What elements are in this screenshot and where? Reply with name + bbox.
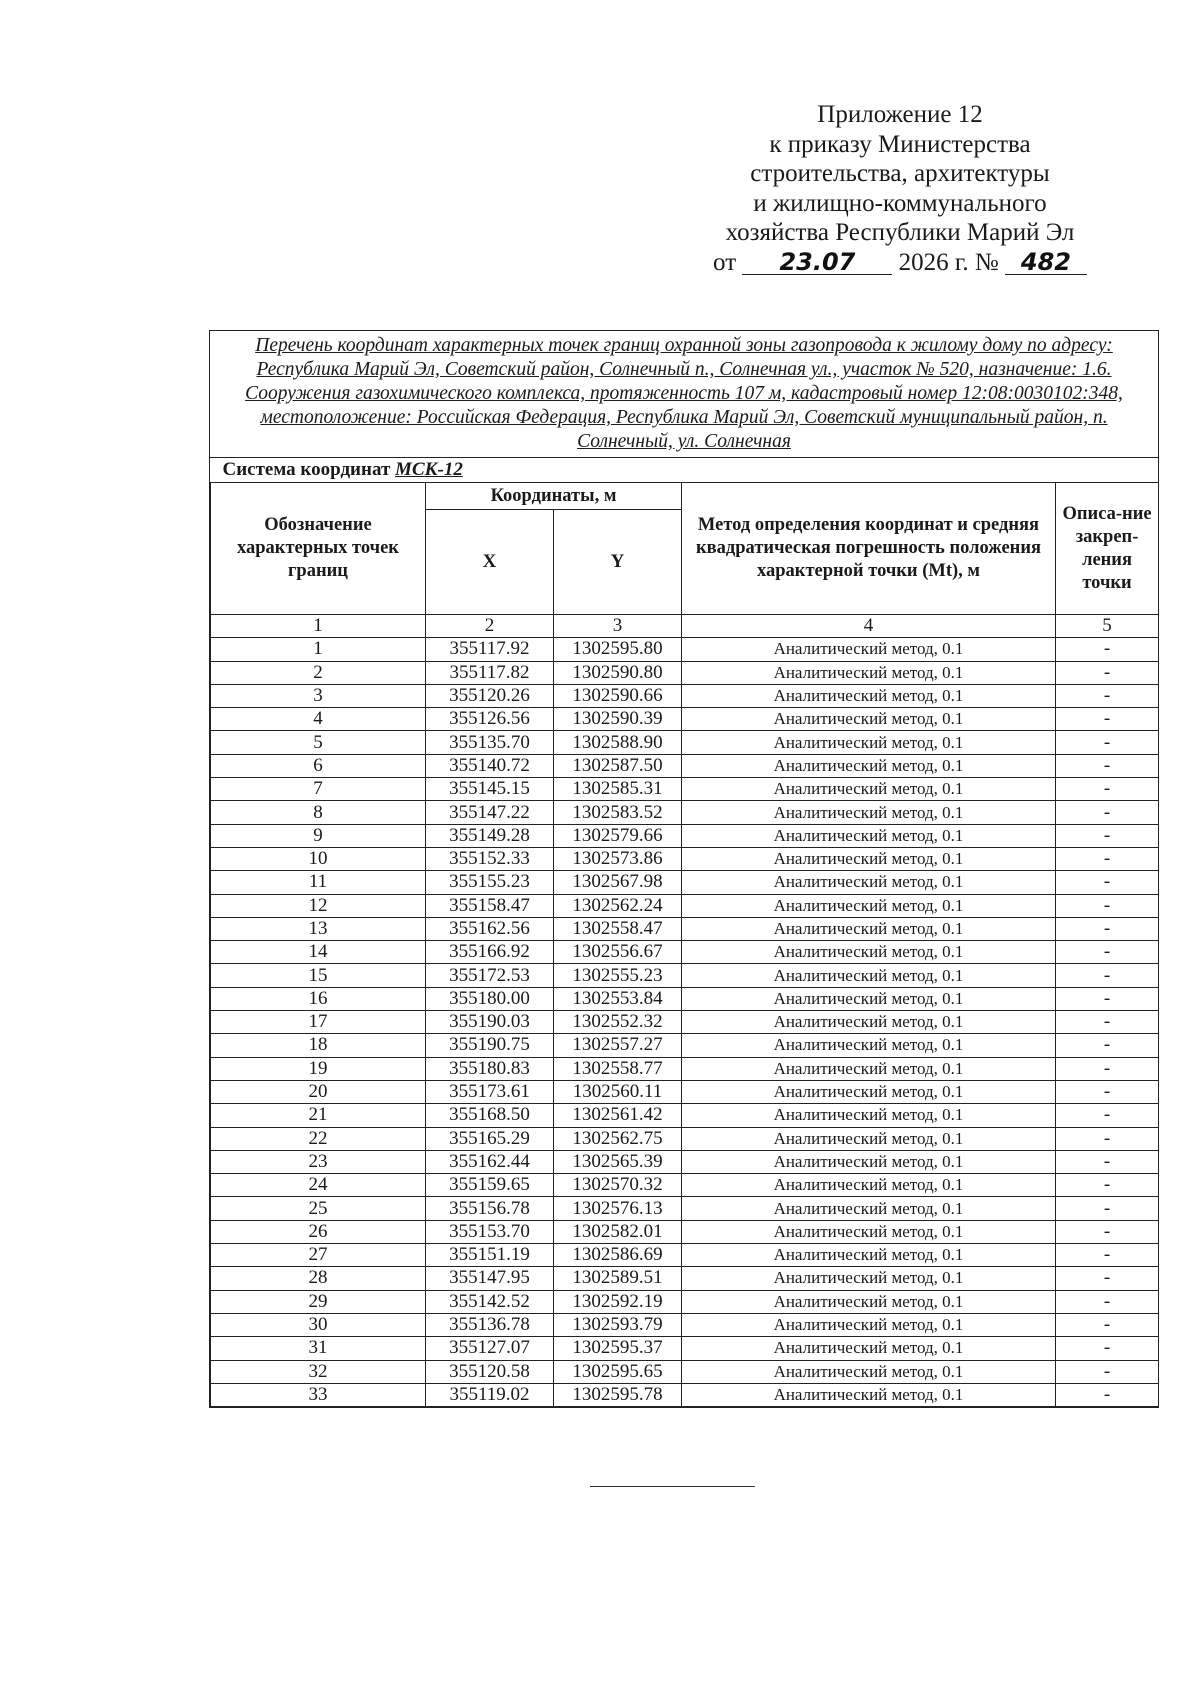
cell-point: 30 bbox=[211, 1313, 426, 1336]
cell-description: - bbox=[1056, 1080, 1159, 1103]
column-number: 3 bbox=[554, 615, 682, 638]
cell-description: - bbox=[1056, 847, 1159, 870]
cell-method: Аналитический метод, 0.1 bbox=[682, 661, 1056, 684]
table-row bbox=[211, 894, 1159, 917]
cell-method: Аналитический метод, 0.1 bbox=[682, 1267, 1056, 1290]
cell-method: Аналитический метод, 0.1 bbox=[682, 1174, 1056, 1197]
cell-method: Аналитический метод, 0.1 bbox=[682, 894, 1056, 917]
cell-method: Аналитический метод, 0.1 bbox=[682, 1057, 1056, 1080]
cell-point: 11 bbox=[211, 871, 426, 894]
cell-method: Аналитический метод, 0.1 bbox=[682, 917, 1056, 940]
cell-point: 12 bbox=[211, 894, 426, 917]
appendix-line: хозяйства Республики Марий Эл bbox=[725, 219, 1075, 246]
cell-description: - bbox=[1056, 708, 1159, 731]
header-coordinates: Координаты, м bbox=[426, 483, 682, 510]
appendix-line: строительства, архитектуры bbox=[750, 160, 1050, 187]
table-row bbox=[211, 638, 1159, 661]
cell-description: - bbox=[1056, 987, 1159, 1010]
table-row bbox=[211, 1011, 1159, 1034]
table-row bbox=[211, 1267, 1159, 1290]
table-row bbox=[211, 1313, 1159, 1336]
appendix-line: и жилищно-коммунального bbox=[753, 189, 1047, 217]
table-row bbox=[211, 1080, 1159, 1103]
order-date-line bbox=[690, 248, 1110, 278]
cell-x: 355120.26 bbox=[426, 684, 554, 707]
cell-x: 355162.56 bbox=[426, 917, 554, 940]
cell-y: 1302570.32 bbox=[554, 1174, 682, 1197]
cell-y: 1302562.24 bbox=[554, 894, 682, 917]
cell-y: 1302556.67 bbox=[554, 941, 682, 964]
table-row bbox=[211, 708, 1159, 731]
cell-x: 355127.07 bbox=[426, 1337, 554, 1360]
cell-y: 1302558.77 bbox=[554, 1057, 682, 1080]
cell-y: 1302555.23 bbox=[554, 964, 682, 987]
table-row bbox=[211, 1197, 1159, 1220]
cell-x: 355149.28 bbox=[426, 824, 554, 847]
cell-description: - bbox=[1056, 1034, 1159, 1057]
cell-method: Аналитический метод, 0.1 bbox=[682, 964, 1056, 987]
cell-point: 14 bbox=[211, 941, 426, 964]
cell-method: Аналитический метод, 0.1 bbox=[682, 824, 1056, 847]
cell-y: 1302567.98 bbox=[554, 871, 682, 894]
table-row bbox=[211, 661, 1159, 684]
cell-method: Аналитический метод, 0.1 bbox=[682, 1197, 1056, 1220]
cell-point: 9 bbox=[211, 824, 426, 847]
cell-method: Аналитический метод, 0.1 bbox=[682, 1034, 1056, 1057]
cell-method: Аналитический метод, 0.1 bbox=[682, 801, 1056, 824]
table-row bbox=[211, 731, 1159, 754]
cell-y: 1302553.84 bbox=[554, 987, 682, 1010]
cell-point: 22 bbox=[211, 1127, 426, 1150]
table-row bbox=[211, 778, 1159, 801]
cell-description: - bbox=[1056, 1057, 1159, 1080]
cell-point: 15 bbox=[211, 964, 426, 987]
cell-x: 355120.58 bbox=[426, 1360, 554, 1383]
cell-y: 1302592.19 bbox=[554, 1290, 682, 1313]
cell-x: 355117.82 bbox=[426, 661, 554, 684]
cell-method: Аналитический метод, 0.1 bbox=[682, 731, 1056, 754]
header-point: Обозначение характерных точек границ bbox=[211, 483, 426, 615]
cell-point: 28 bbox=[211, 1267, 426, 1290]
cell-method: Аналитический метод, 0.1 bbox=[682, 941, 1056, 964]
cell-y: 1302593.79 bbox=[554, 1313, 682, 1336]
cell-method: Аналитический метод, 0.1 bbox=[682, 1360, 1056, 1383]
table-row bbox=[211, 1104, 1159, 1127]
cell-x: 355166.92 bbox=[426, 941, 554, 964]
cell-method: Аналитический метод, 0.1 bbox=[682, 1383, 1056, 1406]
cell-method: Аналитический метод, 0.1 bbox=[682, 638, 1056, 661]
cell-description: - bbox=[1056, 1104, 1159, 1127]
cell-y: 1302557.27 bbox=[554, 1034, 682, 1057]
cell-point: 3 bbox=[211, 684, 426, 707]
table-row bbox=[211, 1150, 1159, 1173]
cell-x: 355119.02 bbox=[426, 1383, 554, 1406]
cell-x: 355180.83 bbox=[426, 1057, 554, 1080]
from-label: от bbox=[713, 248, 737, 276]
cell-x: 355117.92 bbox=[426, 638, 554, 661]
cell-y: 1302595.65 bbox=[554, 1360, 682, 1383]
cell-y: 1302585.31 bbox=[554, 778, 682, 801]
cell-method: Аналитический метод, 0.1 bbox=[682, 1244, 1056, 1267]
appendix-line: Приложение 12 bbox=[817, 101, 983, 128]
header-description: Описа-ние закреп-ления точки bbox=[1056, 483, 1159, 615]
cell-point: 27 bbox=[211, 1244, 426, 1267]
column-number: 4 bbox=[682, 615, 1056, 638]
header-y: Y bbox=[554, 510, 682, 615]
cell-point: 31 bbox=[211, 1337, 426, 1360]
cell-point: 26 bbox=[211, 1220, 426, 1243]
cell-y: 1302558.47 bbox=[554, 917, 682, 940]
cell-method: Аналитический метод, 0.1 bbox=[682, 1080, 1056, 1103]
cell-description: - bbox=[1056, 754, 1159, 777]
cell-description: - bbox=[1056, 1383, 1159, 1406]
cell-point: 33 bbox=[211, 1383, 426, 1406]
cell-method: Аналитический метод, 0.1 bbox=[682, 1127, 1056, 1150]
cell-method: Аналитический метод, 0.1 bbox=[682, 1150, 1056, 1173]
cell-point: 10 bbox=[211, 847, 426, 870]
cell-method: Аналитический метод, 0.1 bbox=[682, 1011, 1056, 1034]
cell-description: - bbox=[1056, 1360, 1159, 1383]
table-row bbox=[211, 684, 1159, 707]
cell-y: 1302562.75 bbox=[554, 1127, 682, 1150]
cell-y: 1302561.42 bbox=[554, 1104, 682, 1127]
appendix-header bbox=[690, 100, 1110, 277]
cell-x: 355159.65 bbox=[426, 1174, 554, 1197]
cell-description: - bbox=[1056, 1313, 1159, 1336]
cell-x: 355156.78 bbox=[426, 1197, 554, 1220]
cell-method: Аналитический метод, 0.1 bbox=[682, 1337, 1056, 1360]
closing-divider bbox=[590, 1486, 755, 1487]
cell-point: 20 bbox=[211, 1080, 426, 1103]
coordinate-system bbox=[211, 458, 1159, 483]
cell-point: 7 bbox=[211, 778, 426, 801]
cell-point: 23 bbox=[211, 1150, 426, 1173]
cell-point: 25 bbox=[211, 1197, 426, 1220]
cell-x: 355126.56 bbox=[426, 708, 554, 731]
cell-description: - bbox=[1056, 638, 1159, 661]
cell-y: 1302595.78 bbox=[554, 1383, 682, 1406]
table-row bbox=[211, 1360, 1159, 1383]
coordinates-table bbox=[210, 458, 1159, 1407]
cell-y: 1302586.69 bbox=[554, 1244, 682, 1267]
table-row bbox=[211, 941, 1159, 964]
table-row bbox=[211, 1034, 1159, 1057]
coordinate-system-label: Система координат bbox=[222, 459, 391, 480]
cell-x: 355158.47 bbox=[426, 894, 554, 917]
cell-point: 2 bbox=[211, 661, 426, 684]
cell-x: 355165.29 bbox=[426, 1127, 554, 1150]
cell-y: 1302560.11 bbox=[554, 1080, 682, 1103]
coordinates-document bbox=[209, 330, 1159, 1408]
document-title: Перечень координат характерных точек границ охранной зоны газопровода к жилому дому по адресу: Республика Марий Эл, Советский район, Солнечный п., Солнечная ул., участок № 520, назначение: 1.6. Сооружения газохимического комплекса, протяженность 107 м, кадастровый номер 12:08:0030102:348, местоположение: Российская Федерация, Республика Марий Эл, Советский муниципальный район, п. Солнечный, ул. Солнечная bbox=[210, 331, 1158, 458]
cell-y: 1302565.39 bbox=[554, 1150, 682, 1173]
table-row bbox=[211, 1127, 1159, 1150]
cell-point: 32 bbox=[211, 1360, 426, 1383]
cell-y: 1302573.86 bbox=[554, 847, 682, 870]
cell-y: 1302589.51 bbox=[554, 1267, 682, 1290]
table-row bbox=[211, 1220, 1159, 1243]
table-row bbox=[211, 1244, 1159, 1267]
cell-method: Аналитический метод, 0.1 bbox=[682, 847, 1056, 870]
cell-y: 1302590.39 bbox=[554, 708, 682, 731]
table-row bbox=[211, 1290, 1159, 1313]
handwritten-date: 23.07 bbox=[742, 250, 892, 275]
cell-x: 355180.00 bbox=[426, 987, 554, 1010]
coordinate-system-row bbox=[211, 458, 1159, 483]
coordinate-system-value: МСК-12 bbox=[395, 459, 463, 480]
cell-description: - bbox=[1056, 964, 1159, 987]
cell-point: 17 bbox=[211, 1011, 426, 1034]
cell-description: - bbox=[1056, 731, 1159, 754]
table-row bbox=[211, 987, 1159, 1010]
cell-x: 355152.33 bbox=[426, 847, 554, 870]
cell-x: 355147.22 bbox=[426, 801, 554, 824]
table-row bbox=[211, 871, 1159, 894]
cell-description: - bbox=[1056, 917, 1159, 940]
cell-description: - bbox=[1056, 801, 1159, 824]
table-row bbox=[211, 801, 1159, 824]
cell-x: 355162.44 bbox=[426, 1150, 554, 1173]
cell-description: - bbox=[1056, 871, 1159, 894]
table-row bbox=[211, 754, 1159, 777]
table-row bbox=[211, 917, 1159, 940]
cell-description: - bbox=[1056, 1011, 1159, 1034]
cell-point: 16 bbox=[211, 987, 426, 1010]
cell-x: 355155.23 bbox=[426, 871, 554, 894]
header-x: X bbox=[426, 510, 554, 615]
cell-method: Аналитический метод, 0.1 bbox=[682, 987, 1056, 1010]
cell-point: 4 bbox=[211, 708, 426, 731]
cell-x: 355151.19 bbox=[426, 1244, 554, 1267]
cell-y: 1302588.90 bbox=[554, 731, 682, 754]
cell-description: - bbox=[1056, 894, 1159, 917]
cell-point: 8 bbox=[211, 801, 426, 824]
cell-x: 355142.52 bbox=[426, 1290, 554, 1313]
cell-description: - bbox=[1056, 661, 1159, 684]
cell-y: 1302590.66 bbox=[554, 684, 682, 707]
cell-point: 18 bbox=[211, 1034, 426, 1057]
column-number: 2 bbox=[426, 615, 554, 638]
cell-x: 355190.03 bbox=[426, 1011, 554, 1034]
cell-method: Аналитический метод, 0.1 bbox=[682, 1290, 1056, 1313]
cell-description: - bbox=[1056, 1290, 1159, 1313]
cell-point: 5 bbox=[211, 731, 426, 754]
cell-method: Аналитический метод, 0.1 bbox=[682, 871, 1056, 894]
cell-method: Аналитический метод, 0.1 bbox=[682, 778, 1056, 801]
cell-description: - bbox=[1056, 824, 1159, 847]
cell-description: - bbox=[1056, 1244, 1159, 1267]
cell-description: - bbox=[1056, 1220, 1159, 1243]
header-method: Метод определения координат и средняя квадратическая погрешность положения характерной точки (Mt), м bbox=[682, 483, 1056, 615]
handwritten-order-number: 482 bbox=[1005, 250, 1087, 275]
cell-x: 355145.15 bbox=[426, 778, 554, 801]
cell-x: 355173.61 bbox=[426, 1080, 554, 1103]
table-row bbox=[211, 1174, 1159, 1197]
cell-y: 1302583.52 bbox=[554, 801, 682, 824]
cell-description: - bbox=[1056, 1197, 1159, 1220]
cell-x: 355168.50 bbox=[426, 1104, 554, 1127]
table-row bbox=[211, 1337, 1159, 1360]
cell-y: 1302595.80 bbox=[554, 638, 682, 661]
cell-y: 1302552.32 bbox=[554, 1011, 682, 1034]
year-text: 2026 г. № bbox=[898, 248, 999, 276]
cell-description: - bbox=[1056, 941, 1159, 964]
table-row bbox=[211, 1057, 1159, 1080]
table-row bbox=[211, 1383, 1159, 1406]
cell-x: 355172.53 bbox=[426, 964, 554, 987]
cell-x: 355153.70 bbox=[426, 1220, 554, 1243]
cell-method: Аналитический метод, 0.1 bbox=[682, 1104, 1056, 1127]
cell-description: - bbox=[1056, 1127, 1159, 1150]
cell-method: Аналитический метод, 0.1 bbox=[682, 708, 1056, 731]
cell-x: 355136.78 bbox=[426, 1313, 554, 1336]
cell-description: - bbox=[1056, 1337, 1159, 1360]
cell-point: 6 bbox=[211, 754, 426, 777]
cell-method: Аналитический метод, 0.1 bbox=[682, 1220, 1056, 1243]
cell-y: 1302576.13 bbox=[554, 1197, 682, 1220]
cell-y: 1302579.66 bbox=[554, 824, 682, 847]
table-row bbox=[211, 964, 1159, 987]
table-row bbox=[211, 847, 1159, 870]
cell-y: 1302590.80 bbox=[554, 661, 682, 684]
cell-description: - bbox=[1056, 684, 1159, 707]
column-number: 1 bbox=[211, 615, 426, 638]
cell-description: - bbox=[1056, 1267, 1159, 1290]
cell-point: 29 bbox=[211, 1290, 426, 1313]
cell-x: 355135.70 bbox=[426, 731, 554, 754]
cell-method: Аналитический метод, 0.1 bbox=[682, 754, 1056, 777]
cell-y: 1302587.50 bbox=[554, 754, 682, 777]
cell-description: - bbox=[1056, 1174, 1159, 1197]
cell-x: 355140.72 bbox=[426, 754, 554, 777]
cell-y: 1302595.37 bbox=[554, 1337, 682, 1360]
appendix-line: к приказу Министерства bbox=[769, 130, 1031, 158]
column-number: 5 bbox=[1056, 615, 1159, 638]
column-numbers-row bbox=[211, 615, 1159, 638]
cell-y: 1302582.01 bbox=[554, 1220, 682, 1243]
header-row bbox=[211, 483, 1159, 510]
cell-method: Аналитический метод, 0.1 bbox=[682, 684, 1056, 707]
cell-point: 24 bbox=[211, 1174, 426, 1197]
cell-point: 19 bbox=[211, 1057, 426, 1080]
cell-method: Аналитический метод, 0.1 bbox=[682, 1313, 1056, 1336]
table-row bbox=[211, 824, 1159, 847]
cell-point: 1 bbox=[211, 638, 426, 661]
cell-description: - bbox=[1056, 1150, 1159, 1173]
cell-x: 355147.95 bbox=[426, 1267, 554, 1290]
cell-x: 355190.75 bbox=[426, 1034, 554, 1057]
cell-description: - bbox=[1056, 778, 1159, 801]
cell-point: 21 bbox=[211, 1104, 426, 1127]
cell-point: 13 bbox=[211, 917, 426, 940]
